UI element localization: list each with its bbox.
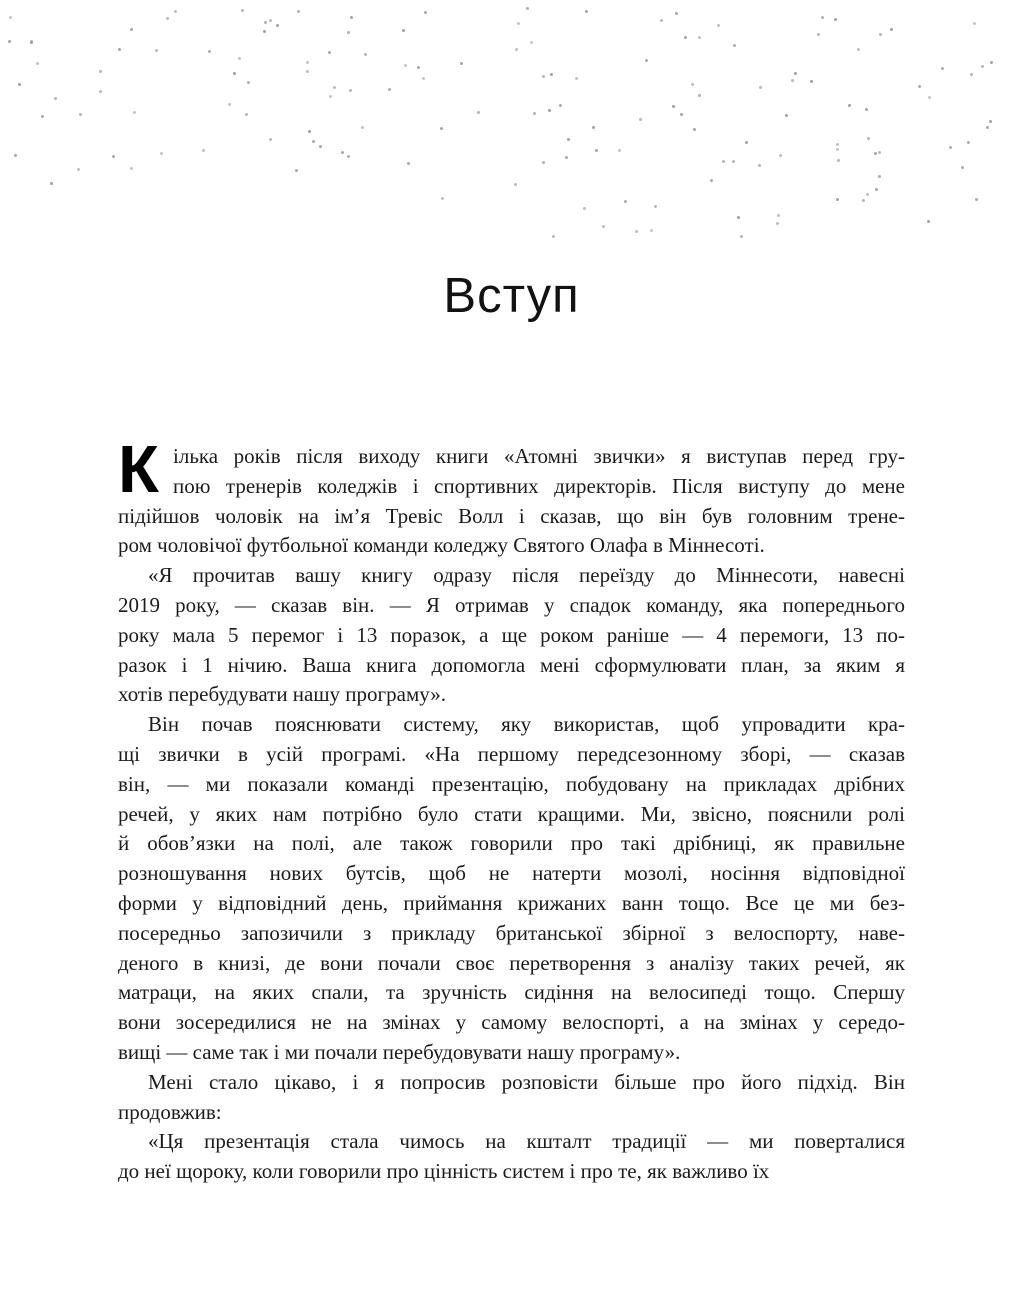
decorative-dot bbox=[312, 140, 315, 143]
decorative-dot bbox=[264, 21, 267, 24]
decorative-dot bbox=[238, 57, 241, 60]
decorative-dot bbox=[308, 130, 311, 133]
decorative-dot bbox=[848, 104, 851, 107]
decorative-dot bbox=[306, 61, 309, 64]
text-line: до неї щороку, коли говорили про цінність систем і про те, як важливо їх bbox=[118, 1159, 770, 1184]
decorative-dot bbox=[585, 10, 588, 13]
paragraph bbox=[118, 1068, 905, 1128]
decorative-dot bbox=[440, 127, 443, 130]
decorative-dot bbox=[733, 44, 736, 47]
decorative-dot bbox=[660, 19, 663, 22]
text-line: ілька років після виходу книги «Атомні звички» я виступав перед гру- bbox=[173, 444, 905, 468]
decorative-dot bbox=[99, 70, 102, 73]
decorative-dot bbox=[174, 10, 177, 13]
decorative-dot bbox=[791, 79, 794, 82]
paragraph bbox=[118, 561, 905, 710]
decorative-dot bbox=[961, 166, 964, 169]
text-line: й обов’язки на полі, але також говорили про такі дрібниці, як правильне bbox=[118, 831, 905, 856]
decorative-dot bbox=[347, 155, 350, 158]
decorative-dot bbox=[542, 75, 545, 78]
decorative-dot bbox=[583, 207, 586, 210]
decorative-dot bbox=[836, 143, 839, 146]
decorative-dot bbox=[424, 11, 427, 14]
decorative-dot bbox=[247, 81, 250, 84]
decorative-dot bbox=[967, 141, 970, 144]
decorative-dot bbox=[41, 115, 44, 118]
decorative-dot bbox=[50, 182, 53, 185]
text-line: посередньо запозичили з прикладу британської збірної з велоспорту, наве- bbox=[118, 920, 905, 945]
text-line: речей, у яких нам потрібно було стати кращими. Ми, звісно, пояснили ролі bbox=[118, 801, 905, 826]
decorative-dot bbox=[36, 62, 39, 65]
decorative-dot bbox=[878, 151, 881, 154]
decorative-dot bbox=[821, 16, 824, 19]
decorative-dot bbox=[77, 168, 80, 171]
decorative-dot bbox=[650, 229, 653, 232]
decorative-dot bbox=[698, 94, 701, 97]
text-line: вони зосередилися не на змінах у самому велоспорті, а на змінах у середо- bbox=[118, 1010, 905, 1035]
decorative-dot bbox=[981, 65, 984, 68]
decorative-dot bbox=[364, 53, 367, 56]
decorative-dot bbox=[918, 85, 921, 88]
text-line: продовжив: bbox=[118, 1099, 222, 1124]
text-line: ром чоловічої футбольної команди коледжу Святого Олафа в Міннесоті. bbox=[118, 533, 765, 558]
decorative-dot bbox=[691, 83, 694, 86]
decorative-dot bbox=[737, 216, 740, 219]
decorative-dot bbox=[949, 146, 952, 149]
text-line: розношування нових бутсів, щоб не натерти мозолі, носіння відповідної bbox=[118, 861, 905, 886]
text-line: Мені стало цікаво, і я попросив розповісти більше про його підхід. Він bbox=[148, 1069, 905, 1094]
decorative-dot bbox=[865, 108, 868, 111]
decorative-dot bbox=[776, 222, 779, 225]
decorative-dot bbox=[878, 175, 881, 178]
decorative-dot bbox=[269, 138, 272, 141]
text-line: деного в книзі, де вони почали своє перетворення з аналізу таких речей, як bbox=[118, 950, 905, 975]
decorative-dot bbox=[54, 97, 57, 100]
text-line: форми у відповідний день, приймання крижаних ванн тощо. Все це ми без- bbox=[118, 890, 905, 915]
decorative-dot bbox=[515, 48, 518, 51]
decorative-dot bbox=[341, 151, 344, 154]
decorative-dot bbox=[333, 86, 336, 89]
text-line: 2019 року, — сказав він. — Я отримав у спадок команду, яка попереднього bbox=[118, 592, 905, 617]
decorative-dot bbox=[228, 103, 231, 106]
decorative-dot bbox=[717, 24, 720, 27]
decorative-dot bbox=[276, 24, 279, 27]
decorative-dot bbox=[30, 40, 33, 43]
decorative-dot bbox=[441, 197, 444, 200]
paragraph bbox=[118, 710, 905, 1068]
text-block bbox=[118, 432, 905, 1187]
text-line: Він почав пояснювати систему, яку використав, щоб упровадити кра- bbox=[148, 712, 905, 737]
decorative-dot bbox=[672, 105, 675, 108]
decorative-dot bbox=[836, 148, 839, 151]
decorative-dot bbox=[130, 28, 133, 31]
decorative-dot bbox=[417, 66, 420, 69]
decorative-dot bbox=[890, 28, 893, 31]
decorative-dot bbox=[722, 160, 725, 163]
dot-decoration bbox=[0, 0, 1023, 245]
decorative-dot bbox=[941, 67, 944, 70]
decorative-dot bbox=[160, 152, 163, 155]
decorative-dot bbox=[14, 154, 17, 157]
decorative-dot bbox=[794, 72, 797, 75]
decorative-dot bbox=[552, 235, 555, 238]
decorative-dot bbox=[624, 200, 627, 203]
decorative-dot bbox=[565, 156, 568, 159]
decorative-dot bbox=[639, 118, 642, 121]
decorative-dot bbox=[592, 126, 595, 129]
decorative-dot bbox=[407, 162, 410, 165]
decorative-dot bbox=[759, 86, 762, 89]
decorative-dot bbox=[112, 155, 115, 158]
decorative-dot bbox=[548, 109, 551, 112]
decorative-dot bbox=[975, 198, 978, 201]
decorative-dot bbox=[857, 48, 860, 51]
text-line: «Ця презентація стала чимось на кшталт традиції — ми поверталися bbox=[148, 1129, 905, 1154]
decorative-dot bbox=[989, 120, 992, 123]
decorative-dot bbox=[745, 141, 748, 144]
decorative-dot bbox=[567, 138, 570, 141]
decorative-dot bbox=[779, 154, 782, 157]
decorative-dot bbox=[155, 49, 158, 52]
decorative-dot bbox=[263, 30, 266, 33]
decorative-dot bbox=[645, 59, 648, 62]
decorative-dot bbox=[973, 22, 976, 25]
decorative-dot bbox=[306, 70, 309, 73]
decorative-dot bbox=[530, 41, 533, 44]
decorative-dot bbox=[18, 83, 21, 86]
decorative-dot bbox=[328, 51, 331, 54]
paragraph bbox=[118, 1127, 905, 1187]
decorative-dot bbox=[810, 80, 813, 83]
text-line: року мала 5 перемог і 13 поразок, а ще роком раніше — 4 перемоги, 13 по- bbox=[118, 622, 905, 647]
chapter-title: Вступ bbox=[443, 269, 580, 323]
decorative-dot bbox=[635, 230, 638, 233]
decorative-dot bbox=[986, 126, 989, 129]
decorative-dot bbox=[319, 145, 322, 148]
decorative-dot bbox=[834, 18, 837, 21]
decorative-dot bbox=[349, 89, 352, 92]
decorative-dot bbox=[732, 160, 735, 163]
decorative-dot bbox=[526, 7, 529, 10]
decorative-dot bbox=[542, 161, 545, 164]
drop-cap: К bbox=[118, 432, 159, 507]
decorative-dot bbox=[618, 149, 621, 152]
decorative-dot bbox=[347, 31, 350, 34]
decorative-dot bbox=[8, 40, 11, 43]
text-line: матраци, на яких спали, та зручність сидіння на велосипеді тощо. Спершу bbox=[118, 980, 905, 1005]
decorative-dot bbox=[388, 88, 391, 91]
decorative-dot bbox=[460, 62, 463, 65]
decorative-dot bbox=[233, 72, 236, 75]
decorative-dot bbox=[550, 73, 553, 76]
paragraph bbox=[118, 432, 905, 561]
decorative-dot bbox=[166, 17, 169, 20]
decorative-dot bbox=[595, 149, 598, 152]
text-line: пою тренерів коледжів і спортивних директорів. Після виступу до мене bbox=[173, 473, 905, 498]
decorative-dot bbox=[836, 198, 839, 201]
text-line: хотів перебудувати нашу програму». bbox=[118, 682, 447, 707]
decorative-dot bbox=[817, 33, 820, 36]
decorative-dot bbox=[777, 214, 780, 217]
decorative-dot bbox=[758, 164, 761, 167]
decorative-dot bbox=[9, 16, 12, 19]
decorative-dot bbox=[297, 10, 300, 13]
decorative-dot bbox=[517, 22, 520, 25]
decorative-dot bbox=[79, 113, 82, 116]
decorative-dot bbox=[785, 114, 788, 117]
decorative-dot bbox=[837, 159, 840, 162]
decorative-dot bbox=[602, 225, 605, 228]
decorative-dot bbox=[404, 64, 407, 67]
text-line: разок і 1 нічию. Ваша книга допомогла мені сформулювати план, за яким я bbox=[118, 652, 905, 677]
decorative-dot bbox=[422, 77, 425, 80]
decorative-dot bbox=[130, 167, 133, 170]
decorative-dot bbox=[245, 113, 248, 116]
text-line: підійшов чоловік на ім’я Тревіс Волл і сказав, що він був головним трене- bbox=[118, 503, 905, 528]
decorative-dot bbox=[295, 169, 298, 172]
decorative-dot bbox=[559, 104, 562, 107]
decorative-dot bbox=[862, 199, 865, 202]
decorative-dot bbox=[654, 205, 657, 208]
decorative-dot bbox=[202, 149, 205, 152]
decorative-dot bbox=[575, 77, 578, 80]
decorative-dot bbox=[693, 128, 696, 131]
decorative-dot bbox=[269, 19, 272, 22]
decorative-dot bbox=[208, 50, 211, 53]
decorative-dot bbox=[684, 36, 687, 39]
decorative-dot bbox=[867, 137, 870, 140]
decorative-dot bbox=[99, 90, 102, 93]
decorative-dot bbox=[118, 48, 121, 51]
decorative-dot bbox=[874, 152, 877, 155]
decorative-dot bbox=[879, 33, 882, 36]
decorative-dot bbox=[698, 36, 701, 39]
decorative-dot bbox=[533, 112, 536, 115]
decorative-dot bbox=[990, 61, 993, 64]
text-line: щі звички в усій програмі. «На першому передсезонному зборі, — сказав bbox=[118, 741, 905, 766]
decorative-dot bbox=[350, 16, 353, 19]
decorative-dot bbox=[241, 9, 244, 12]
decorative-dot bbox=[680, 113, 683, 116]
decorative-dot bbox=[133, 111, 136, 114]
decorative-dot bbox=[675, 12, 678, 15]
decorative-dot bbox=[514, 183, 517, 186]
decorative-dot bbox=[928, 96, 931, 99]
decorative-dot bbox=[329, 95, 332, 98]
decorative-dot bbox=[970, 73, 973, 76]
decorative-dot bbox=[477, 111, 480, 114]
text-line: вищі — саме так і ми почали перебудовувати нашу програму». bbox=[118, 1039, 681, 1064]
text-line: «Я прочитав вашу книгу одразу після переїзду до Міннесоти, навесні bbox=[148, 563, 905, 588]
decorative-dot bbox=[710, 179, 713, 182]
decorative-dot bbox=[361, 126, 364, 129]
decorative-dot bbox=[875, 188, 878, 191]
decorative-dot bbox=[866, 193, 869, 196]
decorative-dot bbox=[402, 29, 405, 32]
decorative-dot bbox=[927, 220, 930, 223]
text-line: він, — ми показали команді презентацію, побудовану на прикладах дрібних bbox=[118, 771, 905, 796]
decorative-dot bbox=[740, 235, 743, 238]
